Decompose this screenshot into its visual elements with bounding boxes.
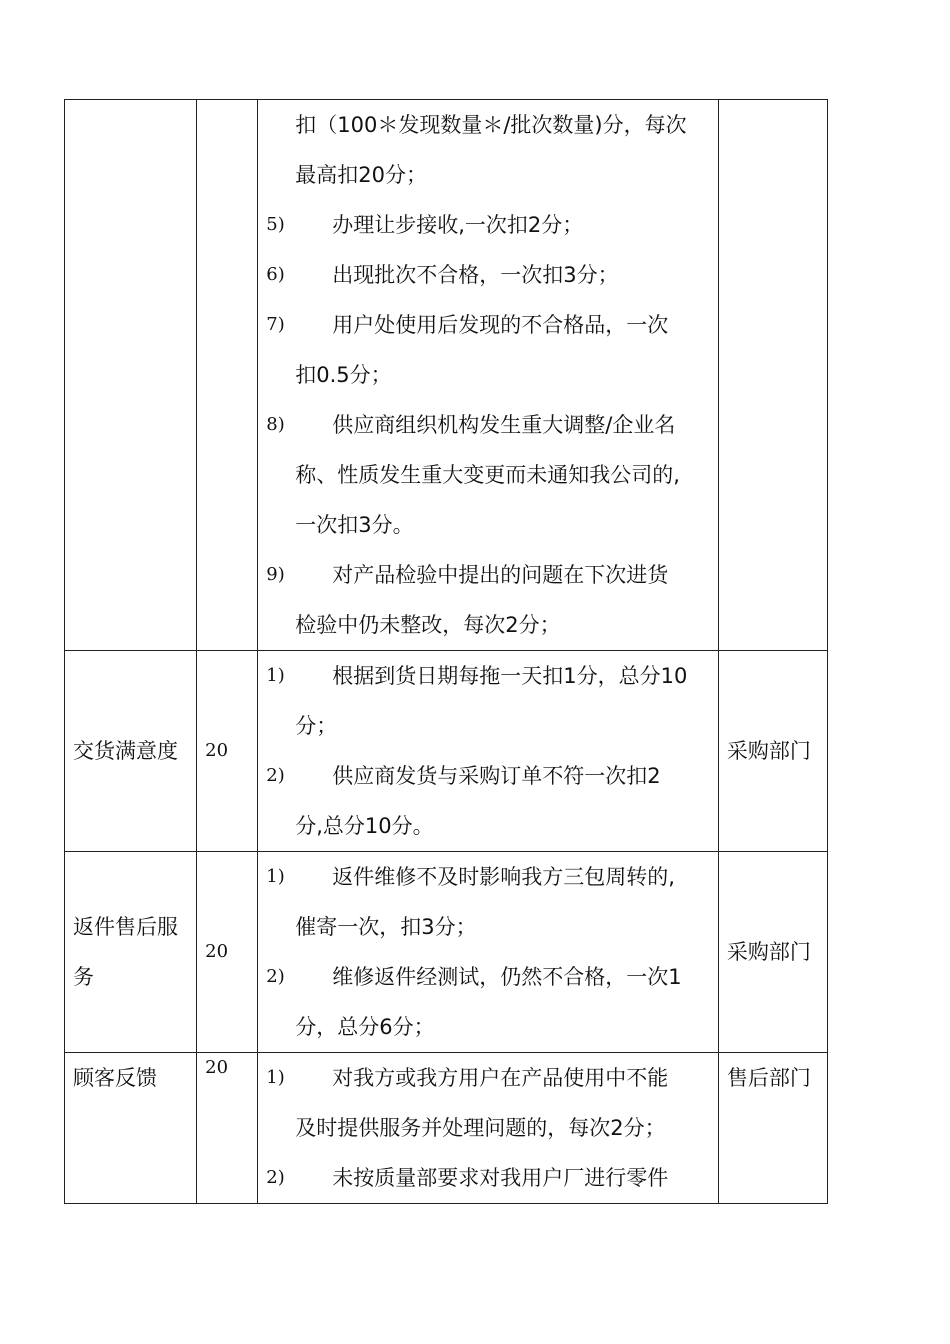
score-cell	[197, 1053, 258, 1204]
rule-line: 分,总分10分。	[295, 814, 434, 838]
table-row	[65, 852, 828, 1053]
table-row	[65, 651, 828, 852]
rule-line: 供应商组织机构发生重大调整/企业名	[332, 413, 676, 437]
department-label: 售后部门	[726, 1066, 811, 1090]
rule-line: 分；	[295, 714, 338, 738]
rule-marker: 7)	[266, 314, 285, 335]
rule-line: 扣0.5分；	[295, 363, 392, 387]
score-cell	[197, 852, 258, 1053]
rule-marker: 2)	[266, 1167, 285, 1188]
department-cell	[718, 1053, 827, 1204]
criterion-cell	[65, 852, 197, 1053]
rule-line: 及时提供服务并处理问题的，每次2分；	[295, 1116, 666, 1140]
rule-line: 扣（100＊发现数量＊/批次数量)分，每次	[295, 113, 687, 137]
rule-item	[266, 400, 712, 450]
department-cell	[718, 100, 827, 651]
rule-line: 维修返件经测试，仍然不合格，一次1	[332, 965, 682, 989]
rule-marker: 1)	[266, 665, 285, 686]
rule-item	[266, 852, 712, 902]
score-value: 20	[205, 1057, 229, 1078]
criterion-label: 返件售后服务	[73, 915, 178, 989]
scoring-rules-cell	[258, 852, 719, 1053]
department-cell	[718, 852, 827, 1053]
department-label: 采购部门	[726, 739, 811, 763]
rule-line: 催寄一次，扣3分；	[295, 915, 477, 939]
rule-marker: 5)	[266, 214, 285, 235]
rule-line: 检验中仍未整改，每次2分；	[295, 613, 561, 637]
criterion-cell	[65, 651, 197, 852]
table-row	[65, 1053, 828, 1204]
score-cell	[197, 651, 258, 852]
rule-marker: 1)	[266, 1067, 285, 1088]
department-cell	[718, 651, 827, 852]
score-value: 20	[205, 941, 229, 962]
rule-line: 最高扣20分；	[295, 163, 427, 187]
rule-item	[266, 200, 712, 250]
supplier-scoring-table	[64, 99, 828, 1204]
criterion-cell	[65, 1053, 197, 1204]
rule-line: 未按质量部要求对我用户厂进行零件	[332, 1166, 669, 1190]
rule-marker: 2)	[266, 966, 285, 987]
rule-item	[266, 250, 712, 300]
rule-marker: 6)	[266, 264, 285, 285]
rule-item	[266, 1153, 712, 1203]
rule-marker: 8)	[266, 414, 285, 435]
rule-marker: 9)	[266, 564, 285, 585]
rule-line: 对产品检验中提出的问题在下次进货	[332, 563, 669, 587]
rule-line: 根据到货日期每拖一天扣1分，总分10	[332, 664, 688, 688]
rule-line: 办理让步接收,一次扣2分；	[332, 213, 584, 237]
rule-item	[266, 550, 712, 600]
criterion-label: 交货满意度	[73, 739, 178, 763]
rule-item	[266, 651, 712, 701]
rule-line: 供应商发货与采购订单不符一次扣2	[332, 764, 661, 788]
scoring-rules-cell	[258, 100, 719, 651]
rule-item	[266, 952, 712, 1002]
criterion-cell	[65, 100, 197, 651]
rule-line: 一次扣3分。	[295, 513, 414, 537]
rule-line: 称、性质发生重大变更而未通知我公司的,	[295, 463, 680, 487]
rule-line: 分，总分6分；	[295, 1015, 435, 1039]
rule-marker: 2)	[266, 765, 285, 786]
score-cell	[197, 100, 258, 651]
rule-line: 对我方或我方用户在产品使用中不能	[332, 1066, 669, 1090]
rule-line: 出现批次不合格，一次扣3分；	[332, 263, 619, 287]
rule-marker: 1)	[266, 866, 285, 887]
scoring-rules-cell	[258, 651, 719, 852]
criterion-label: 顾客反馈	[73, 1066, 157, 1090]
department-label: 采购部门	[726, 940, 811, 964]
rule-item	[266, 1053, 712, 1103]
scoring-rules-cell	[258, 1053, 719, 1204]
score-value: 20	[205, 740, 229, 761]
rule-item	[266, 751, 712, 801]
rule-line: 返件维修不及时影响我方三包周转的,	[332, 865, 675, 889]
rule-item	[266, 300, 712, 350]
rule-line: 用户处使用后发现的不合格品，一次	[332, 313, 669, 337]
table-row	[65, 100, 828, 651]
